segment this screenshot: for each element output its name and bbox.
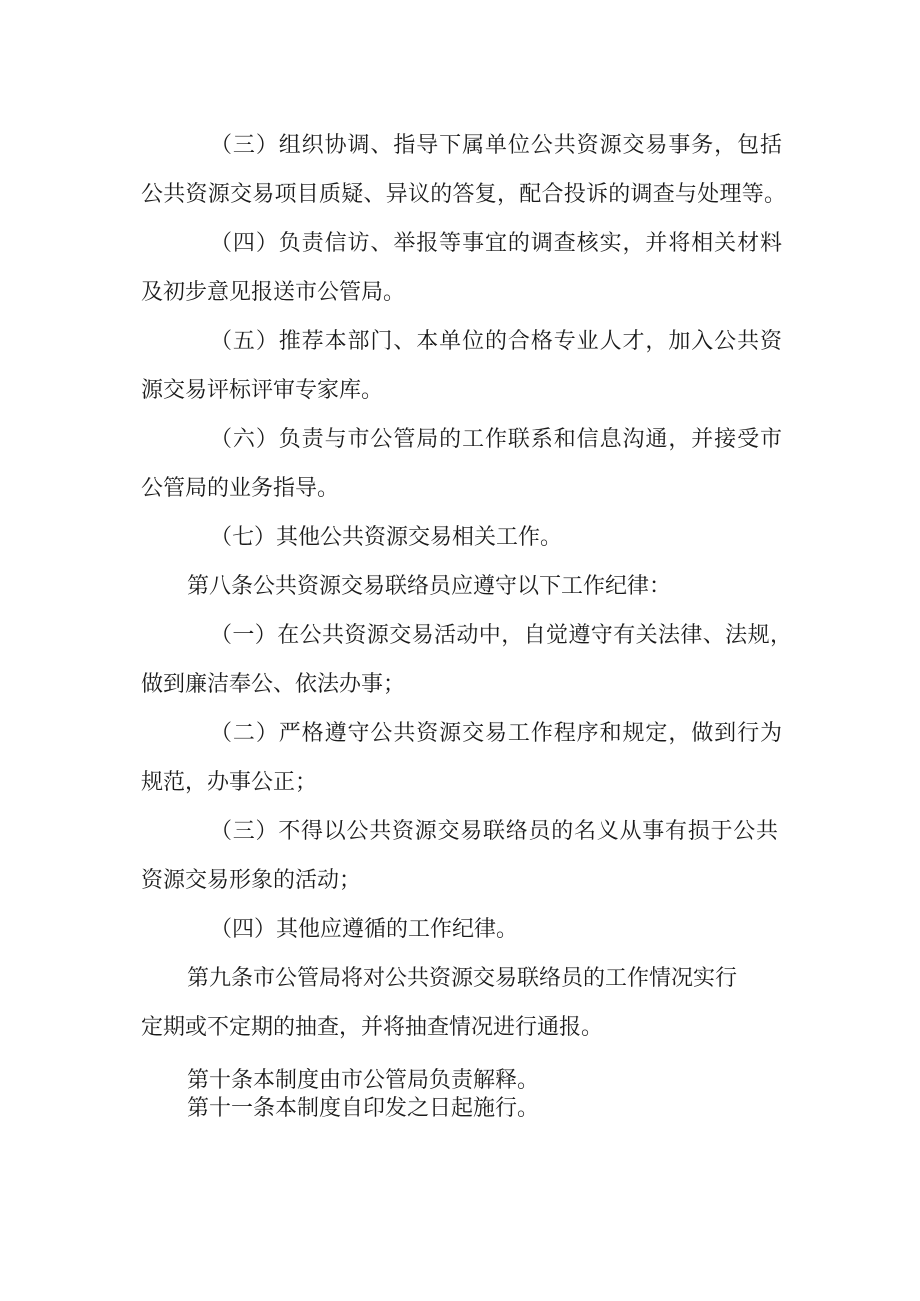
text-line: 公管局的业务指导。 <box>141 476 340 501</box>
text-line: 源交易评标评审专家库。 <box>141 378 384 403</box>
article-heading: 第十一条本制度自印发之日起施行。 <box>187 1096 540 1121</box>
text-line: （五）推荐本部门、本单位的合格专业人才，加入公共资 <box>210 329 782 354</box>
text-line: 资源交易形象的活动； <box>141 868 362 893</box>
article-heading: 第十条本制度由市公管局负责解释。 <box>187 1068 540 1093</box>
text-line: 做到廉洁奉公、依法办事； <box>141 672 406 697</box>
text-line: 规范，办事公正； <box>141 770 318 795</box>
text-line: （一）在公共资源交易活动中，自觉遵守有关法律、法规， <box>210 623 792 648</box>
text-line: （四）其他应遵循的工作纪律。 <box>210 917 519 942</box>
text-line: （二）严格遵守公共资源交易工作程序和规定，做到行为 <box>210 721 782 746</box>
text-line: （三）不得以公共资源交易联络员的名义从事有损于公共 <box>210 819 778 844</box>
article-heading: 第八条公共资源交易联络员应遵守以下工作纪律： <box>187 574 672 599</box>
text-line: 公共资源交易项目质疑、异议的答复，配合投诉的调查与处理等。 <box>141 182 786 207</box>
text-line: （三）组织协调、指导下属单位公共资源交易事务，包括 <box>210 133 782 158</box>
text-line: （七）其他公共资源交易相关工作。 <box>210 525 563 550</box>
text-line: 及初步意见报送市公管局。 <box>141 280 406 305</box>
text-line: （四）负责信访、举报等事宜的调查核实，并将相关材料 <box>210 231 782 256</box>
text-line: 定期或不定期的抽查，并将抽查情况进行通报。 <box>141 1015 604 1040</box>
article-heading: 第九条市公管局将对公共资源交易联络员的工作情况实行 <box>187 966 738 991</box>
text-line: （六）负责与市公管局的工作联系和信息沟通，并接受市 <box>210 427 782 452</box>
